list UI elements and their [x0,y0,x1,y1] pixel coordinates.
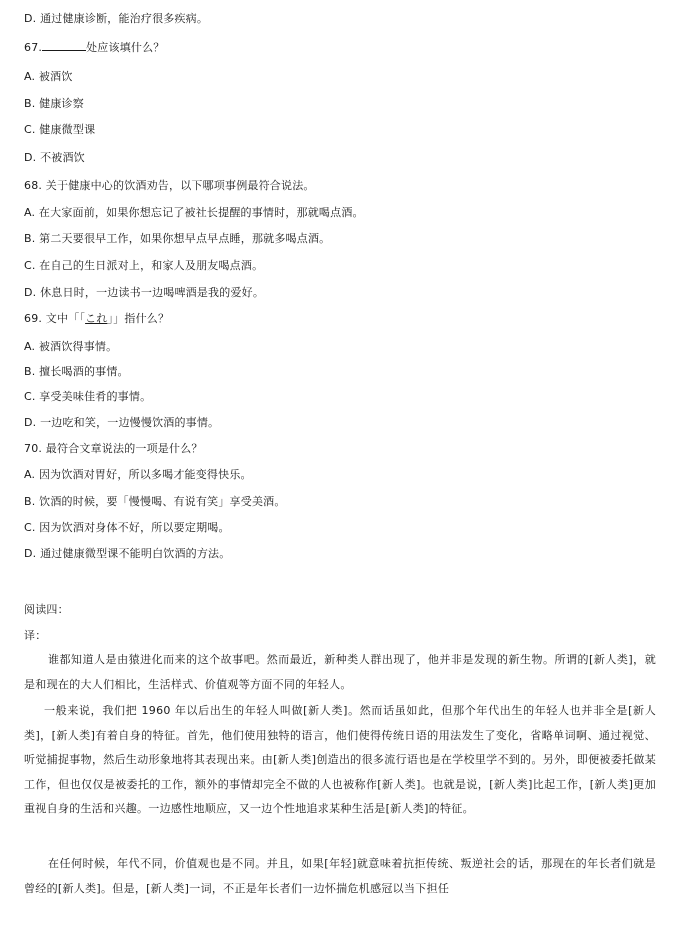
q70-option-a: A. 因为饮酒对胃好，所以多喝才能变得快乐。 [24,468,252,481]
reading-heading: 阅读四： [24,603,69,616]
q70-option-b: B. 饮酒的时候，要「慢慢喝、有说有笑」享受美酒。 [24,495,286,508]
q69-option-c: C. 享受美味佳肴的事情。 [24,390,152,403]
q68-option-d: D. 休息日时，一边读书一边喝啤酒是我的爱好。 [24,286,265,299]
passage-paragraph-3: 在任何时候，年代不同，价值观也是不同。并且，如果[年轻]就意味着抗拒传统、叛逆社会的话，那现在的年长者们就是曾经的[新人类]。但是，[新人类]一词，不正是年长者们一边怀揣危机感冠以当下担任 [24,857,656,895]
q70-question: 70. 最符合文章说法的一项是什么？ [24,442,203,455]
q67-question [24,41,658,55]
q69-suffix: 」」指什么？ [107,312,170,325]
q68-option-b: B. 第二天要很早工作，如果你想早点早点睡，那就多喝点酒。 [24,232,331,245]
q67-option-c: C. 健康微型课 [24,123,96,136]
q69-underlined-word: これ [85,312,108,325]
q67-number: 67. [24,41,43,54]
q69-option-a: A. 被酒饮得事情。 [24,340,118,353]
q69-option-b: B. 擅长喝酒的事情。 [24,365,129,378]
q67-option-a: A. 被酒饮 [24,70,73,83]
q69-question [24,312,658,326]
q68-option-a: A. 在大家面前，如果你想忘记了被社长提醒的事情时，那就喝点酒。 [24,206,364,219]
q70-option-c: C. 因为饮酒对身体不好，所以要定期喝。 [24,521,230,534]
translation-label: 译： [24,629,47,642]
q69-option-d: D. 一边吃和笑，一边慢慢饮酒的事情。 [24,416,220,429]
q66-option-d: D. 通过健康诊断，能治疗很多疾病。 [24,12,209,25]
q67-option-d: D. 不被酒饮 [24,151,85,164]
q67-stem: 处应该填什么？ [86,41,165,54]
q69-prefix: 69. 文中「「 [24,312,86,325]
q67-blank [42,41,86,51]
q67-option-b: B. 健康诊察 [24,97,84,110]
q68-option-c: C. 在自己的生日派对上，和家人及朋友喝点酒。 [24,259,264,272]
q70-option-d: D. 通过健康微型课不能明白饮酒的方法。 [24,547,231,560]
passage-paragraph-1: 谁都知道人是由猿进化而来的这个故事吧。然而最近，新种类人群出现了，他并非是发现的新生物。所谓的[新人类]，就是和现在的大人们相比，生活样式、价值观等方面不同的年轻人。 [24,653,656,691]
passage-paragraph-2: 一般来说，我们把 1960 年以后出生的年轻人叫做[新人类]。然而话虽如此，但那个年代出生的年轻人也并非全是[新人类]，[新人类]有着自身的特征。首先，他们使用独特的语言，他们使得传统日语的用法发生了变化，省略单词啊、通过视觉、听觉捕捉事物，然后生动形象地将其表现出来。由[新人类]创造出的很多流行语也是在学校里学不到的。另外，即便被委托做某工作，但也仅仅是被委托的工作，额外的事情却完全不做的人也被称作[新人类]。也就是说，[新人类]比起工作，[新人类]更加重视自身的生活和兴趣。一边感性地顺应，又一边个性地追求某种生活是[新人类]的特征。 [24,704,656,816]
q68-question: 68. 关于健康中心的饮酒劝告，以下哪项事例最符合说法。 [24,179,315,192]
